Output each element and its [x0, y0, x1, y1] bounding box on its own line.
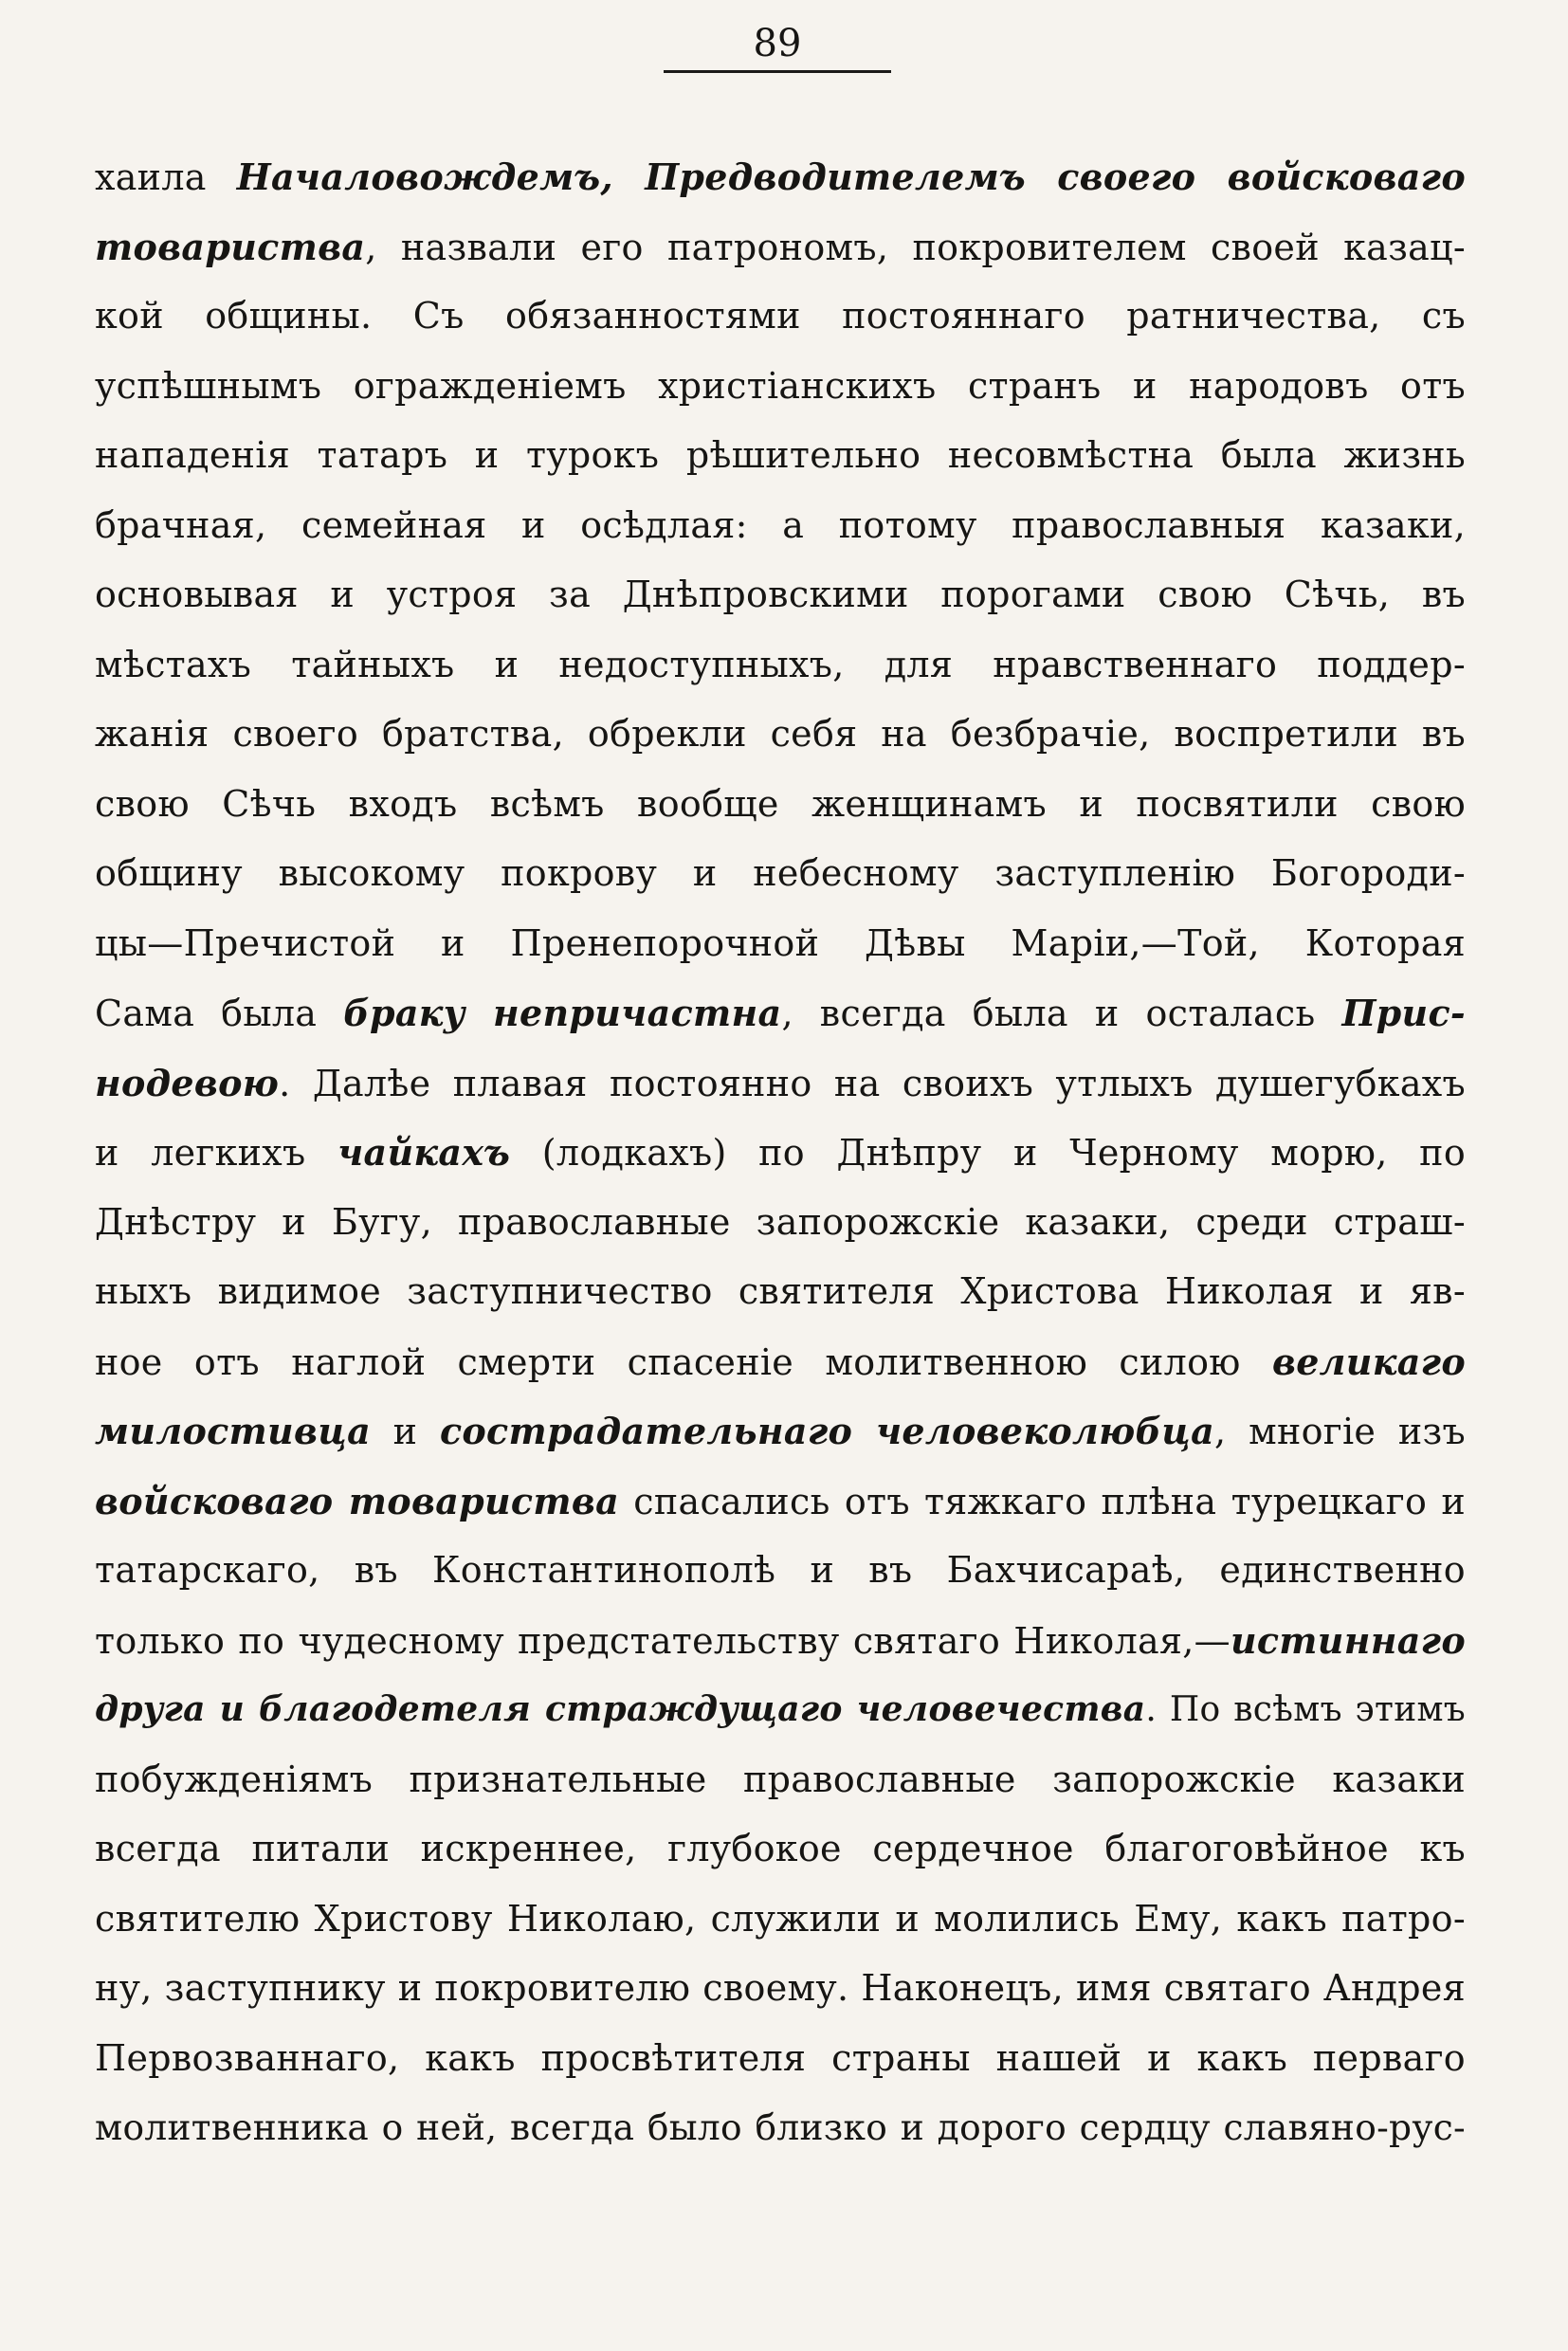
text-line — [95, 1954, 1466, 2024]
text-run: , многіе изъ — [1214, 1411, 1466, 1452]
text-run: общину высокому покрову и небесному заступленію Богороди- — [95, 852, 1466, 894]
emphasized-text: товариства — [95, 225, 366, 268]
text-run: и легкихъ — [95, 1132, 338, 1174]
emphasized-text: милостивца — [95, 1410, 371, 1452]
text-line — [95, 770, 1466, 840]
text-run: (лодкахъ) по Днѣпру и Черному морю, по — [510, 1132, 1466, 1174]
text-line — [95, 1536, 1466, 1606]
text-run: цы—Пречистой и Пренепорочной Дѣвы Маріи,—Той, Которая — [95, 921, 1466, 964]
text-run: Днѣстру и Бугу, православные запорожскіе казаки, среди страш- — [95, 1200, 1466, 1243]
text-run: , всегда была и осталась — [781, 993, 1342, 1034]
text-run: основывая и устроя за Днѣпровскими порогами свою Сѣчь, въ — [95, 574, 1466, 615]
text-line — [95, 909, 1466, 979]
text-line — [95, 700, 1466, 770]
text-run: жанія своего братства, обрекли себя на безбрачіе, воспретили въ — [95, 713, 1466, 755]
text-run: побужденіямъ признательные православные запорожскіе казаки — [95, 1758, 1466, 1800]
text-line — [95, 1745, 1466, 1815]
text-run: . Далѣе плавая постоянно на своихъ утлыхъ душегубкахъ — [279, 1062, 1466, 1104]
text-line — [95, 630, 1466, 701]
text-run: Первозваннаго, какъ просвѣтителя страны нашей и какъ перваго — [95, 2036, 1466, 2079]
emphasized-text: сострадательнаго человеколюбца — [439, 1410, 1215, 1452]
page-number-rule — [664, 70, 891, 73]
text-run: спасались отъ тяжкаго плѣна турецкаго и — [619, 1480, 1466, 1522]
page-number: 89 — [753, 22, 802, 65]
text-run: всегда питали искреннее, глубокое сердечное благоговѣйное къ — [95, 1828, 1466, 1869]
text-run: кой общины. Съ обязанностями постояннаго ратничества, съ — [95, 295, 1466, 337]
text-run: , назвали его патрономъ, покровителем своей казац- — [365, 226, 1466, 268]
emphasized-text: нодевою — [95, 1061, 280, 1104]
text-line — [95, 352, 1466, 422]
text-line — [95, 282, 1466, 352]
text-line — [95, 142, 1466, 212]
text-run: брачная, семейная и осѣдлая: а потому православныя казаки, — [95, 503, 1466, 546]
text-run: только по чудесному предстательству святаго Николая,— — [95, 1619, 1231, 1662]
text-run: ное отъ наглой смерти спасеніе молитвенною силою — [95, 1340, 1272, 1383]
emphasized-text: Началовождемъ, Предводителемъ своего войсковаго — [236, 155, 1466, 198]
text-line — [95, 491, 1466, 561]
emphasized-text: браку непричастна — [343, 992, 782, 1034]
body-text — [95, 142, 1466, 2163]
text-line — [95, 212, 1466, 282]
text-line — [95, 560, 1466, 630]
text-line — [95, 1606, 1466, 1676]
text-line — [95, 978, 1466, 1048]
emphasized-text: друга и благодетеля страждущаго человечества — [95, 1689, 1146, 1729]
text-line — [95, 1675, 1466, 1745]
text-run: ну, заступнику и покровителю своему. Наконецъ, имя святаго Андрея — [95, 1967, 1466, 2009]
text-line — [95, 1396, 1466, 1467]
text-line — [95, 1467, 1466, 1537]
text-line — [95, 1048, 1466, 1119]
text-line — [95, 1885, 1466, 1955]
text-run: святителю Христову Николаю, служили и молились Ему, какъ патро- — [95, 1897, 1466, 1940]
text-run: . По всѣмъ этимъ — [1145, 1690, 1466, 1729]
text-run: мѣстахъ тайныхъ и недоступныхъ, для нравственнаго поддер- — [95, 643, 1466, 685]
text-line — [95, 421, 1466, 491]
text-line — [95, 1257, 1466, 1327]
text-line — [95, 1327, 1466, 1397]
text-line — [95, 1188, 1466, 1258]
text-line — [95, 2024, 1466, 2094]
emphasized-text: Прис- — [1341, 992, 1466, 1034]
text-run: татарскаго, въ Константинополѣ и въ Бахчисараѣ, единственно — [95, 1549, 1466, 1591]
text-run: успѣшнымъ огражденіемъ христіанскихъ странъ и народовъ отъ — [95, 364, 1466, 407]
text-line — [95, 839, 1466, 909]
text-run: Сама была — [95, 993, 344, 1034]
emphasized-text: истиннаго — [1230, 1618, 1466, 1662]
emphasized-text: великаго — [1271, 1340, 1466, 1383]
text-run: нападенія татаръ и турокъ рѣшительно несовмѣстна была жизнь — [95, 434, 1466, 476]
emphasized-text: войсковаго товариства — [95, 1479, 620, 1522]
text-line — [95, 2093, 1466, 2163]
text-run: ныхъ видимое заступничество святителя Христова Николая и яв- — [95, 1270, 1466, 1312]
text-line — [95, 1814, 1466, 1885]
emphasized-text: чайкахъ — [337, 1131, 511, 1174]
text-run: свою Сѣчь входъ всѣмъ вообще женщинамъ и посвятили свою — [95, 782, 1466, 825]
text-run: и — [371, 1411, 440, 1452]
text-run: хаила — [95, 156, 237, 198]
text-run: молитвенника о ней, всегда было близко и дорого сердцу славяно-рус- — [95, 2106, 1466, 2148]
text-line — [95, 1118, 1466, 1188]
